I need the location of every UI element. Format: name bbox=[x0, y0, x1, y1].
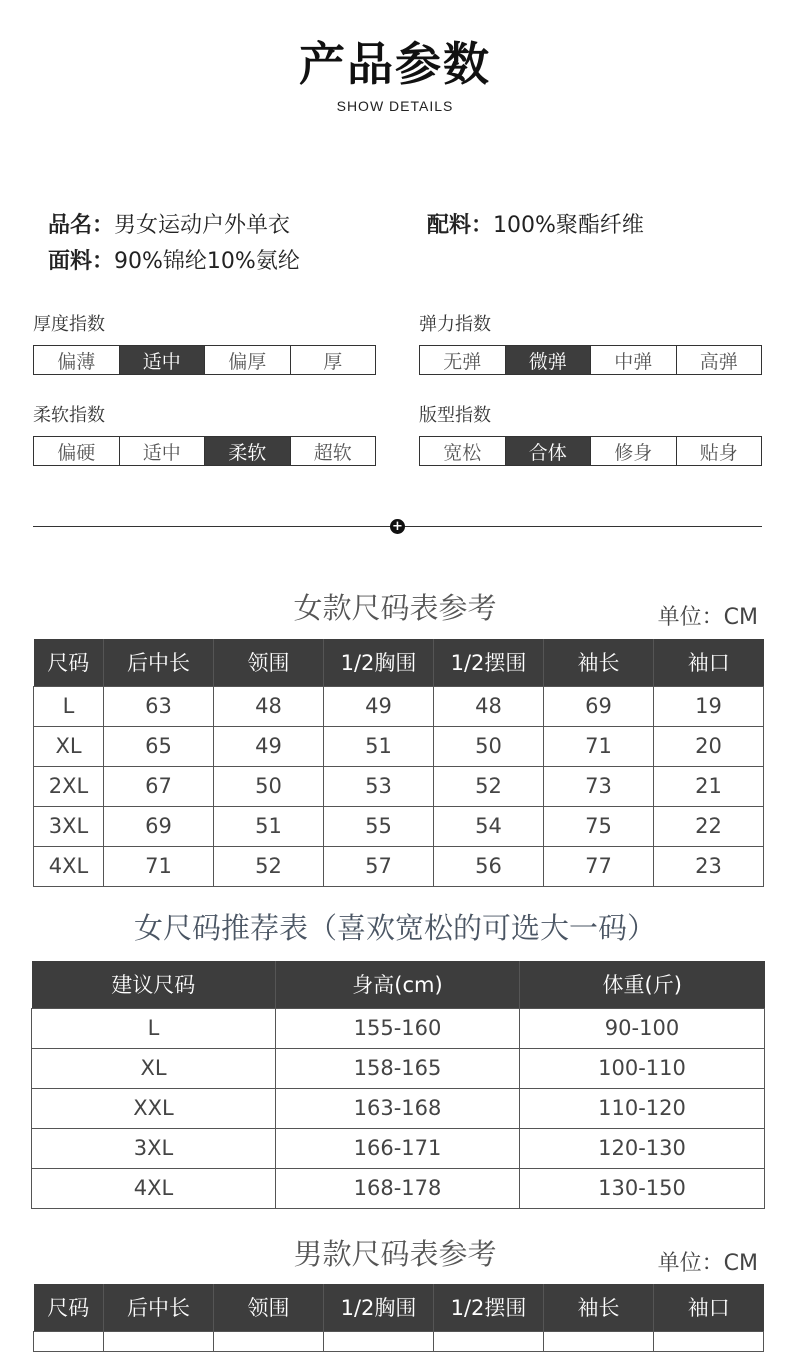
table-header: 领围 bbox=[214, 639, 324, 686]
table-cell: 52 bbox=[214, 846, 324, 886]
scale-option-selected: 微弹 bbox=[506, 346, 592, 374]
table-cell: 100-110 bbox=[520, 1048, 765, 1088]
table-cell: 69 bbox=[544, 686, 654, 726]
table-cell: 168-178 bbox=[276, 1168, 520, 1208]
table-cell: 53 bbox=[324, 766, 434, 806]
table-header: 袖长 bbox=[544, 639, 654, 686]
table-row bbox=[32, 1088, 765, 1128]
table-cell: 77 bbox=[544, 846, 654, 886]
fabric-label: 面料： bbox=[48, 249, 115, 274]
table-cell: XL bbox=[32, 1048, 276, 1088]
table-cell: 52 bbox=[434, 766, 544, 806]
table-header: 袖口 bbox=[654, 639, 764, 686]
scale-option-selected: 柔软 bbox=[205, 437, 291, 465]
scale-option: 宽松 bbox=[420, 437, 506, 465]
table-header: 领围 bbox=[214, 1284, 324, 1331]
table-cell: L bbox=[34, 686, 104, 726]
fit-scale bbox=[419, 436, 762, 466]
table-header-row bbox=[34, 639, 764, 686]
women-table-title: 女款尺码表参考 bbox=[293, 591, 497, 625]
table-header: 建议尺码 bbox=[32, 961, 276, 1008]
page-title: 产品参数 bbox=[299, 37, 491, 91]
table-cell: 49 bbox=[324, 686, 434, 726]
table-cell: L bbox=[32, 1008, 276, 1048]
product-name-value: 男女运动户外单衣 bbox=[114, 213, 291, 238]
plus-icon: + bbox=[390, 519, 405, 534]
elasticity-index bbox=[419, 310, 762, 375]
table-cell: 50 bbox=[434, 726, 544, 766]
table-cell: 130-150 bbox=[520, 1168, 765, 1208]
product-name bbox=[48, 208, 290, 239]
table-cell: 163-168 bbox=[276, 1088, 520, 1128]
scale-option-selected: 适中 bbox=[120, 346, 206, 374]
table-header: 1/2摆围 bbox=[434, 1284, 544, 1331]
table-cell: 67 bbox=[104, 766, 214, 806]
table-cell: 4XL bbox=[34, 846, 104, 886]
elasticity-index-label: 弹力指数 bbox=[419, 314, 491, 335]
table-cell: XL bbox=[34, 726, 104, 766]
trim-value: 100%聚酯纤维 bbox=[493, 213, 644, 238]
men-table-title: 男款尺码表参考 bbox=[293, 1237, 497, 1271]
table-row bbox=[34, 726, 764, 766]
table-cell: 22 bbox=[654, 806, 764, 846]
page-subtitle: SHOW DETAILS bbox=[336, 98, 454, 114]
table-row bbox=[34, 846, 764, 886]
thickness-index-label: 厚度指数 bbox=[33, 314, 105, 335]
table-cell: 55 bbox=[324, 806, 434, 846]
table-cell: 110-120 bbox=[520, 1088, 765, 1128]
scale-option: 修身 bbox=[591, 437, 677, 465]
table-cell: 48 bbox=[214, 686, 324, 726]
table-cell: 71 bbox=[104, 846, 214, 886]
table-cell: 69 bbox=[104, 806, 214, 846]
table-header: 袖长 bbox=[544, 1284, 654, 1331]
table-cell: 120-130 bbox=[520, 1128, 765, 1168]
table-row bbox=[34, 766, 764, 806]
table-cell: 51 bbox=[214, 806, 324, 846]
table-cell: 50 bbox=[214, 766, 324, 806]
scale-option: 厚 bbox=[323, 350, 343, 373]
trim-label: 配料： bbox=[427, 213, 494, 238]
table-cell: 49 bbox=[214, 726, 324, 766]
scale-option: 偏薄 bbox=[34, 346, 120, 374]
fit-index-label: 版型指数 bbox=[419, 405, 491, 426]
thickness-index bbox=[33, 310, 376, 375]
women-table-unit: 单位：CM bbox=[657, 605, 758, 630]
table-header-row bbox=[32, 961, 765, 1008]
women-recommend-table bbox=[31, 961, 765, 1209]
table-cell: 166-171 bbox=[276, 1128, 520, 1168]
table-header: 体重(斤) bbox=[520, 961, 765, 1008]
scale-option: 高弹 bbox=[699, 350, 738, 373]
fabric-value: 90%锦纶10%氨纶 bbox=[114, 249, 300, 274]
table-row bbox=[32, 1008, 765, 1048]
table-header: 尺码 bbox=[34, 639, 104, 686]
table-row bbox=[32, 1048, 765, 1088]
scale-option: 适中 bbox=[120, 437, 206, 465]
table-header: 后中长 bbox=[104, 1284, 214, 1331]
scale-option-selected: 合体 bbox=[506, 437, 592, 465]
table-row bbox=[34, 686, 764, 726]
table-cell: 65 bbox=[104, 726, 214, 766]
table-cell: 73 bbox=[544, 766, 654, 806]
scale-option: 中弹 bbox=[591, 346, 677, 374]
table-header: 1/2摆围 bbox=[434, 639, 544, 686]
table-row bbox=[34, 1331, 764, 1351]
table-cell: 3XL bbox=[32, 1128, 276, 1168]
women-size-table bbox=[33, 639, 764, 887]
table-cell: 23 bbox=[654, 846, 764, 886]
scale-option: 超软 bbox=[313, 441, 352, 464]
softness-index bbox=[33, 401, 376, 466]
table-cell: 75 bbox=[544, 806, 654, 846]
product-name-label: 品名： bbox=[48, 213, 115, 238]
scale-option: 偏硬 bbox=[34, 437, 120, 465]
table-cell: 21 bbox=[654, 766, 764, 806]
elasticity-scale bbox=[419, 345, 762, 375]
product-trim bbox=[427, 208, 644, 239]
women-recommend-title: 女尺码推荐表（喜欢宽松的可选大一码） bbox=[133, 911, 656, 945]
table-row bbox=[32, 1128, 765, 1168]
thickness-scale bbox=[33, 345, 376, 375]
table-header-row bbox=[34, 1284, 764, 1331]
softness-index-label: 柔软指数 bbox=[33, 405, 105, 426]
table-cell: 51 bbox=[324, 726, 434, 766]
table-header: 1/2胸围 bbox=[324, 639, 434, 686]
table-cell: 2XL bbox=[34, 766, 104, 806]
table-cell: 56 bbox=[434, 846, 544, 886]
table-cell: 54 bbox=[434, 806, 544, 846]
scale-option: 无弹 bbox=[420, 346, 506, 374]
men-size-table bbox=[33, 1284, 764, 1352]
table-cell: 19 bbox=[654, 686, 764, 726]
table-cell: XXL bbox=[32, 1088, 276, 1128]
table-row bbox=[34, 806, 764, 846]
table-cell: 158-165 bbox=[276, 1048, 520, 1088]
table-header: 1/2胸围 bbox=[324, 1284, 434, 1331]
table-cell: 90-100 bbox=[520, 1008, 765, 1048]
table-cell: 155-160 bbox=[276, 1008, 520, 1048]
table-cell: 57 bbox=[324, 846, 434, 886]
table-header: 袖口 bbox=[654, 1284, 764, 1331]
table-cell: 71 bbox=[544, 726, 654, 766]
men-table-unit: 单位：CM bbox=[657, 1251, 758, 1276]
table-row bbox=[32, 1168, 765, 1208]
fit-index bbox=[419, 401, 762, 466]
table-header: 后中长 bbox=[104, 639, 214, 686]
table-header: 身高(cm) bbox=[276, 961, 520, 1008]
table-cell: 3XL bbox=[34, 806, 104, 846]
table-cell: 63 bbox=[104, 686, 214, 726]
scale-option: 贴身 bbox=[699, 441, 738, 464]
table-cell: 48 bbox=[434, 686, 544, 726]
product-fabric bbox=[48, 244, 300, 275]
scale-option: 偏厚 bbox=[205, 346, 291, 374]
table-cell: 20 bbox=[654, 726, 764, 766]
softness-scale bbox=[33, 436, 376, 466]
table-header: 尺码 bbox=[34, 1284, 104, 1331]
table-cell: 4XL bbox=[32, 1168, 276, 1208]
